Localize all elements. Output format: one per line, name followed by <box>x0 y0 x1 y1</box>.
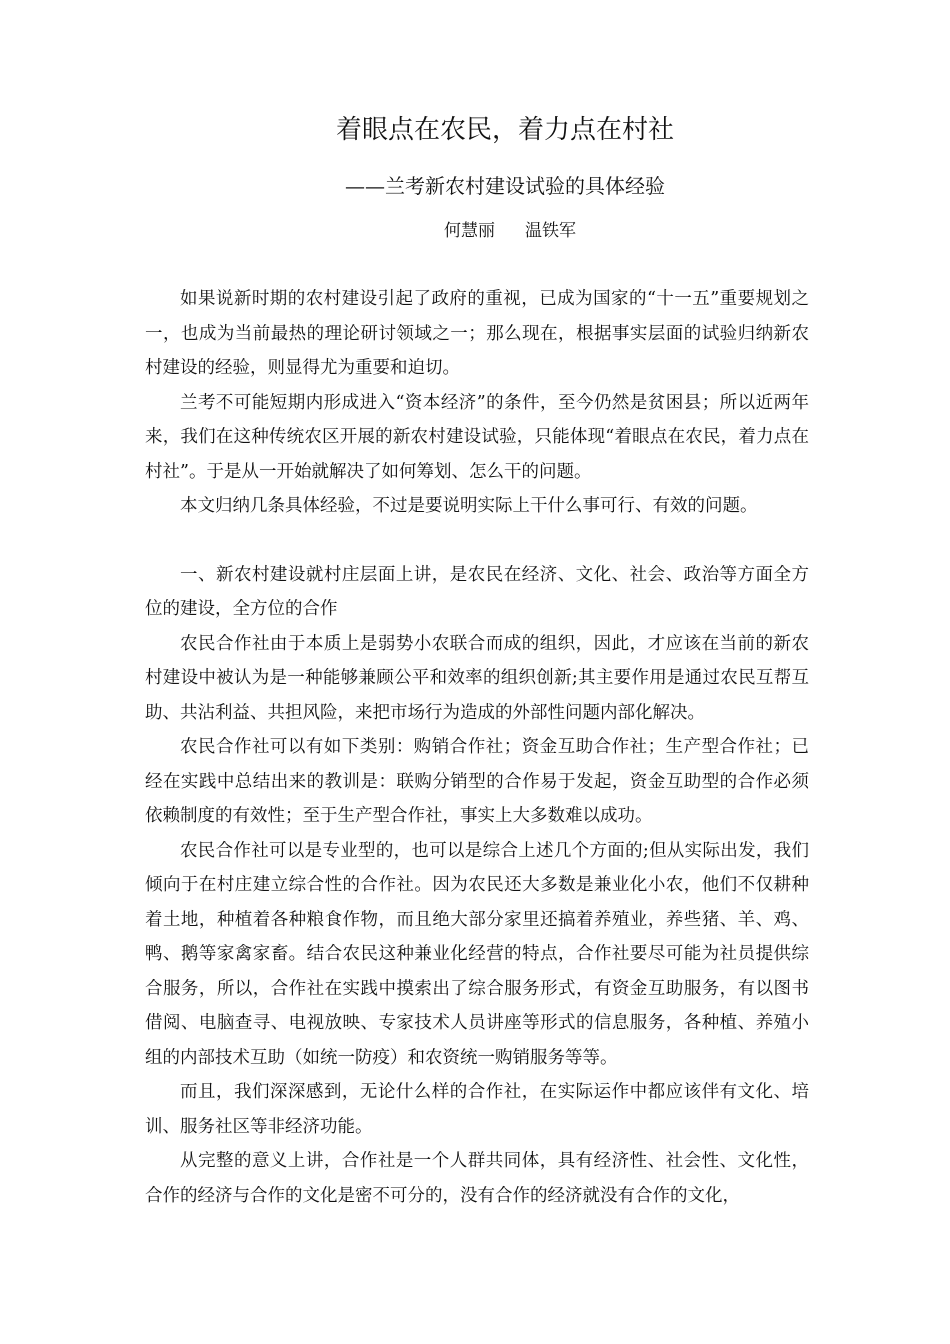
author-name: 温铁军 <box>525 221 576 241</box>
body-paragraph: 本文归纳几条具体经验，不过是要说明实际上干什么事可行、有效的问题。 <box>180 496 758 516</box>
body-paragraph: 兰考不可能短期内形成进入“资本经济”的条件，至今仍然是贫困县；所以近两年来，我们在这种传统农区开展的新农村建设试验，只能体现“着眼点在农民，着力点在村社”。于是从一开始就解决了如何筹划、怎么干的问题。 <box>145 392 809 482</box>
section-heading: 一、新农村建设就村庄层面上讲，是农民在经济、文化、社会、政治等方面全方位的建设，全方位的合作 <box>145 564 809 619</box>
body-paragraph: 从完整的意义上讲，合作社是一个人群共同体，具有经济性、社会性、文化性，合作的经济与合作的文化是密不可分的，没有合作的经济就没有合作的文化， <box>145 1151 809 1206</box>
body-paragraph: 而且，我们深深感到，无论什么样的合作社，在实际运作中都应该伴有文化、培训、服务社区等非经济功能。 <box>145 1082 809 1137</box>
body-paragraph: 如果说新时期的农村建设引起了政府的重视，已成为国家的“十一五”重要规划之一，也成为当前最热的理论研讨领域之一；那么现在，根据事实层面的试验归纳新农村建设的经验，则显得尤为重要和迫切。 <box>145 289 809 378</box>
body-paragraph: 农民合作社可以是专业型的，也可以是综合上述几个方面的;但从实际出发，我们倾向于在村庄建立综合性的合作社。因为农民还大多数是兼业化小农，他们不仅耕种着土地，种植着各种粮食作物，而且绝大部分家里还搞着养殖业，养些猪、羊、鸡、鸭、鹅等家禽家畜。结合农民这种兼业化经营的特点，合作社要尽可能为社员提供综合服务，所以，合作社在实践中摸索出了综合服务形式，有资金互助服务，有以图书借阅、电脑查寻、电视放映、专家技术人员讲座等形式的信息服务，各种植、养殖小组的内部技术互助（如统一防疫）和农资统一购销服务等等。 <box>145 840 809 1068</box>
document-subtitle: ——兰考新农村建设试验的具体经验 <box>345 174 665 198</box>
author-line <box>0 218 950 244</box>
body-paragraph: 农民合作社可以有如下类别：购销合作社；资金互助合作社；生产型合作社；已经在实践中总结出来的教训是：联购分销型的合作易于发起，资金互助型的合作必须依赖制度的有效性；至于生产型合作社，事实上大多数难以成功。 <box>145 737 809 826</box>
author-name: 何慧丽 <box>444 221 495 241</box>
body-paragraph: 农民合作社由于本质上是弱势小农联合而成的组织，因此，才应该在当前的新农村建设中被认为是一种能够兼顾公平和效率的组织创新;其主要作用是通过农民互帮互助、共沾利益、共担风险，来把市场行为造成的外部性问题内部化解决。 <box>145 633 809 723</box>
document-title: 着眼点在农民，着力点在村社 <box>335 115 674 145</box>
document-body <box>145 282 809 1213</box>
